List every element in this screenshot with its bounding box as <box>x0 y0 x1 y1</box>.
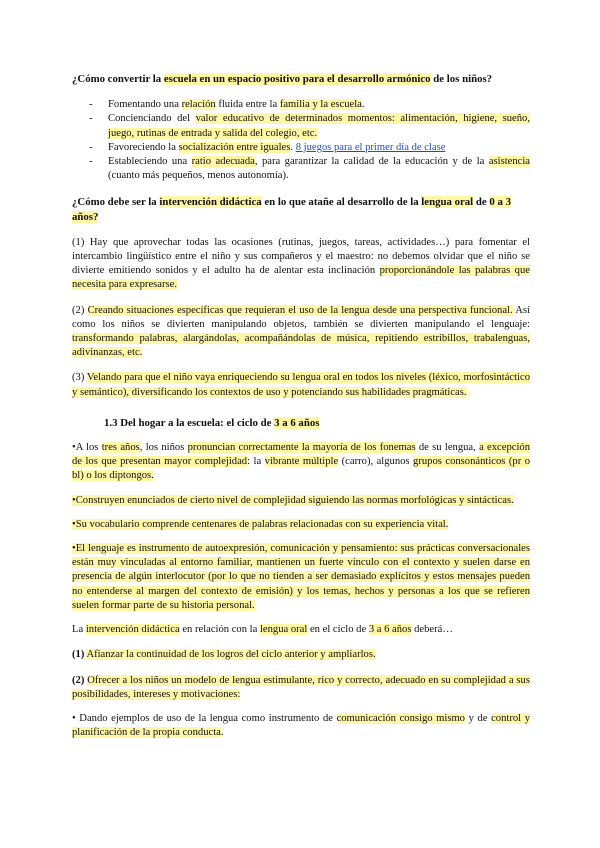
numbered-point-1: (1) Afianzar la continuidad de los logros del ciclo anterior y ampliarlos. <box>72 649 376 661</box>
bullet-paragraph-2: •Construyen enunciados de cierto nivel de complejidad siguiendo las normas morfológicas y sintácticas. <box>72 494 514 506</box>
paragraph-3: (3) Velando para que el niño vaya enriqueciendo su lengua oral en todos los niveles (léxico, morfosintáctico y semántico), diversificando los contextos de uso y potenciando sus habilidades pragmáticas. <box>72 372 530 398</box>
highlight: escuela en un espacio positivo para el desarrollo armónico <box>163 73 431 85</box>
numbered-point-2: (2) Ofrecer a los niños un modelo de lengua estimulante, rico y correcto, adecuado en su complejidad a sus posibilidades, intereses y motivaciones: <box>72 674 530 700</box>
list-item: - Concienciando del valor educativo de determinados momentos: alimentación, higiene, sueño, juego, rutinas de entrada y salida del colegio, etc. <box>72 112 530 140</box>
paragraph-2: (2) Creando situaciones específicas que requieran el uso de la lengua desde una perspectiva funcional. Así como los niños se divierten manipulando objetos, también se divierten manipulando el lenguaje: transformando palabras, alargándolas, acompañándolas de música, repitiendo estribillos, trabalenguas, adivinanzas, etc. <box>72 304 531 359</box>
list-item: - Favoreciendo la socialización entre iguales. 8 juegos para el primer día de clase <box>72 141 530 155</box>
bullet-paragraph-5: • Dando ejemplos de uso de la lengua como instrumento de comunicación consigo mismo y de control y planificación de la propia conducta. <box>72 712 530 739</box>
juegos-link[interactable]: 8 juegos para el primer día de clase <box>295 141 446 153</box>
intro-paragraph: La intervención didáctica en relación con la lengua oral en el ciclo de 3 a 6 años deberá… <box>72 624 453 636</box>
question-heading-1: ¿Cómo convertir la escuela en un espacio positivo para el desarrollo armónico de los niños? <box>72 73 493 85</box>
bullet-paragraph-3: •Su vocabulario comprende centenares de palabras relacionadas con su experiencia vital. <box>72 518 449 530</box>
list-item: - Estableciendo una ratio adecuada, para garantizar la calidad de la educación y de la asistencia (cuanto más pequeños, menos autonomía). <box>72 155 530 183</box>
list-item: - Fomentando una relación fluida entre la familia y la escuela. <box>72 98 530 112</box>
bullet-paragraph-1: •A los tres años, los niños pronuncian correctamente la mayoría de los fonemas de su lengua, a excepción de los que presentan mayor complejidad: la vibrante múltiple (carro), algunos grupos consonánticos (pr o bl) o los diptongos. <box>72 442 531 482</box>
question-heading-2: ¿Cómo debe ser la intervención didáctica en lo que atañe al desarrollo de la lengua oral de 0 a 3 años? <box>72 196 511 223</box>
dash-list <box>72 98 530 183</box>
paragraph-1: (1) Hay que aprovechar todas las ocasiones (rutinas, juegos, tareas, actividades…) para fomentar el intercambio lingüístico entre el niño y sus compañeros y el maestro: no debemos olvidar que el niño se divierte emitiendo sonidos y el adulto ha de alentar esta inclinación proporcionándole las palabras que necesita para expresarse. <box>72 236 530 291</box>
bullet-paragraph-4: •El lenguaje es instrumento de autoexpresión, comunicación y pensamiento: sus prácticas conversacionales están muy vinculadas al entorno familiar, mantienen un fuerte vínculo con el contexto y suelen darse en presencia de algún interlocutor (por lo que no tienden a ser demasiado explícitos y estos mensajes pueden no entenderse al margen del contexto de emisión) y los temas, hechos y personas a los que se refieren suelen formar parte de su historia personal. <box>72 543 530 611</box>
section-heading: 1.3 Del hogar a la escuela: el ciclo de 3 a 6 años <box>104 416 320 429</box>
